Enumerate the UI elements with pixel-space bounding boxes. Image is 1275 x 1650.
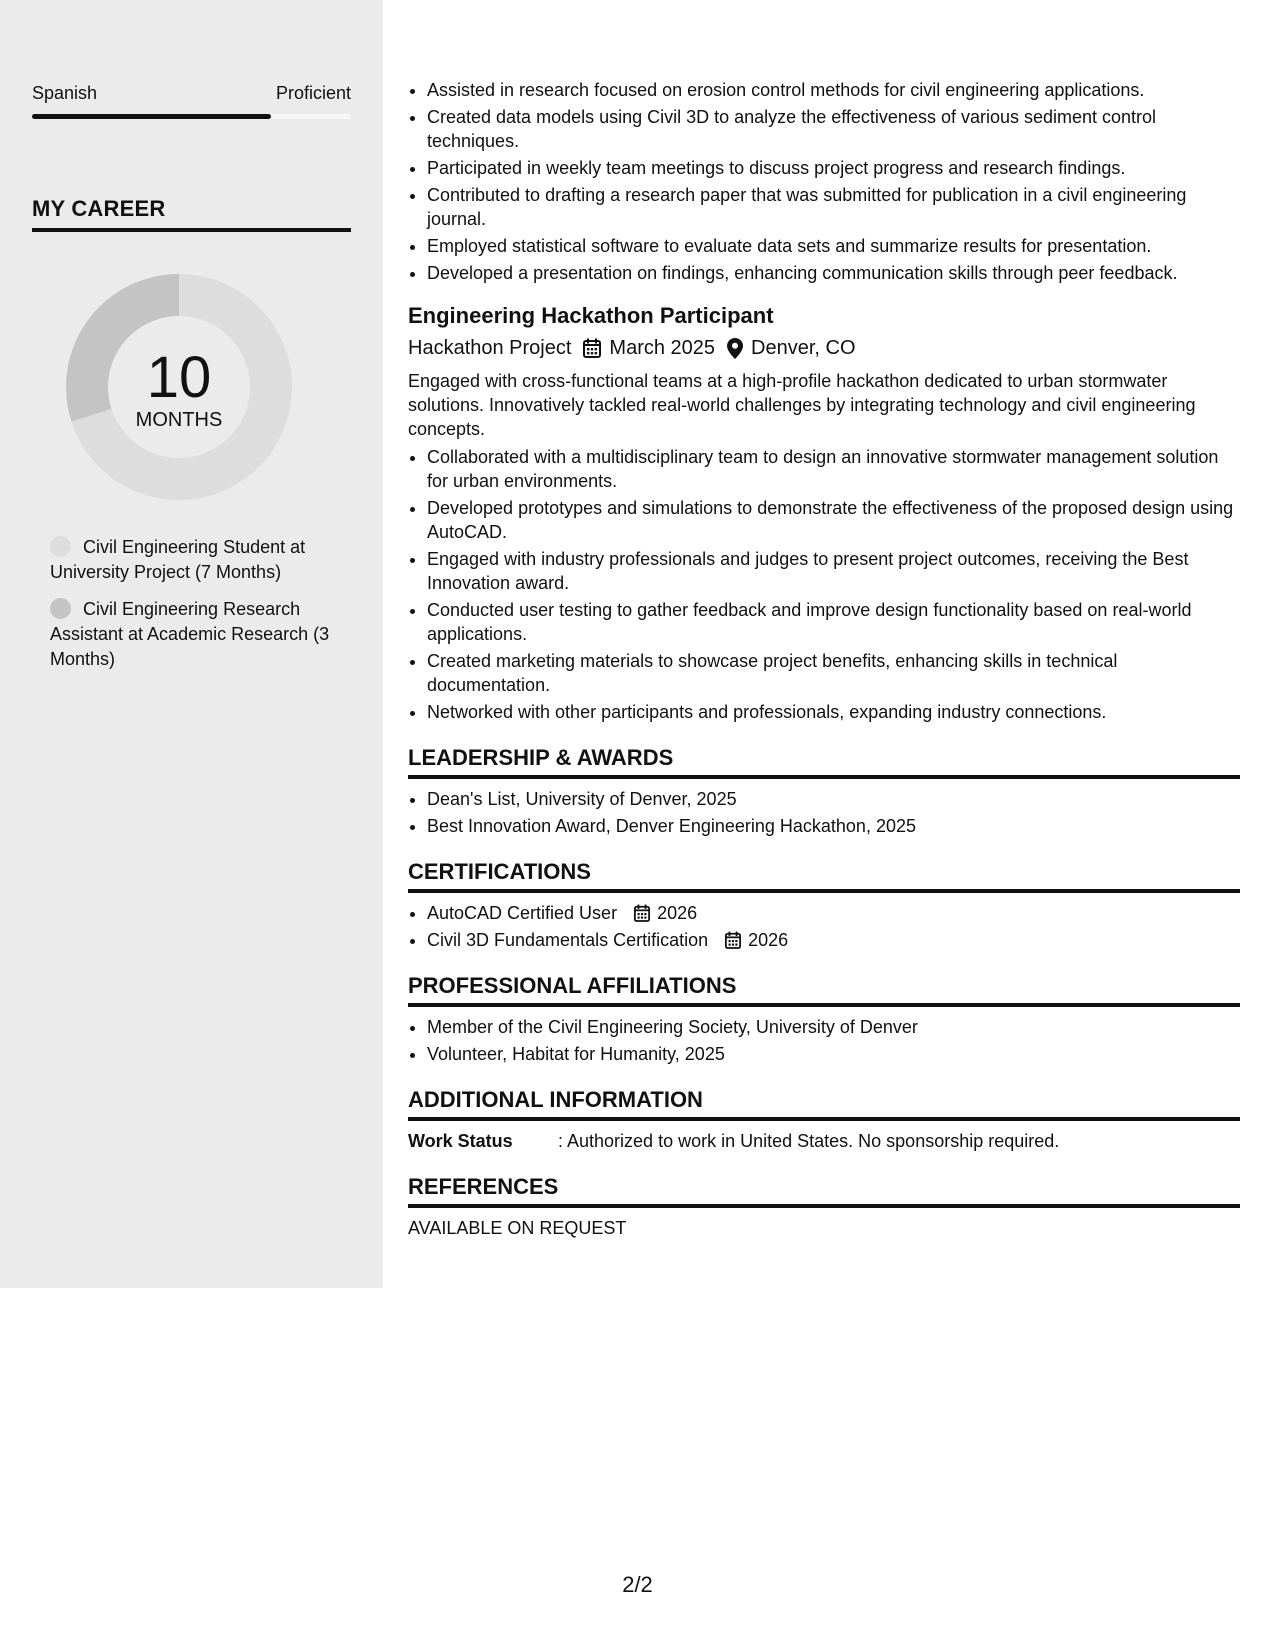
work-status-label: Work Status — [408, 1131, 513, 1151]
language-proficiency-bar — [32, 114, 351, 119]
career-legend-label: Civil Engineering Student at University Project (7 Months) — [50, 537, 306, 582]
list-item: • Volunteer, Habitat for Humanity, 2025 — [427, 1042, 1240, 1066]
language-proficiency-fill — [32, 114, 271, 119]
affiliations-list — [408, 1015, 1240, 1066]
job-location: Denver, CO — [751, 337, 856, 359]
list-item: • Developed prototypes and simulations to demonstrate the effectiveness of the proposed design using AutoCAD. — [427, 496, 1240, 544]
research-bullets — [408, 78, 1240, 285]
list-item: • Conducted user testing to gather feedback and improve design functionality based on real-world applications. — [427, 598, 1240, 646]
language-level: Proficient — [275, 83, 351, 103]
certifications-heading: CERTIFICATIONS — [408, 858, 1240, 893]
certification-year: 2026 — [657, 903, 698, 923]
list-item: • Engaged with industry professionals and judges to present project outcomes, receiving the Best Innovation award. — [427, 547, 1240, 595]
list-item: • Employed statistical software to evaluate data sets and summarize results for presentation. — [427, 234, 1240, 258]
certification-name: AutoCAD Certified User — [427, 903, 618, 923]
calendar-icon — [583, 338, 601, 358]
sidebar — [0, 0, 383, 1288]
list-item: • Participated in weekly team meetings to discuss project progress and research findings. — [427, 156, 1240, 180]
work-status-value: : Authorized to work in United States. No sponsorship required. — [558, 1131, 1060, 1151]
list-item: • Created marketing materials to showcase project benefits, enhancing skills in technical documentation. — [427, 649, 1240, 697]
certification-item — [427, 901, 1240, 925]
work-status-row — [408, 1129, 1240, 1153]
career-total-unit: MONTHS — [135, 409, 223, 431]
career-total-value: 10 — [146, 345, 212, 410]
list-item: • Created data models using Civil 3D to analyze the effectiveness of various sediment control techniques. — [427, 105, 1240, 153]
legend-dot-icon — [50, 536, 71, 557]
list-item: • Networked with other participants and professionals, expanding industry connections. — [427, 700, 1240, 724]
list-item: • Developed a presentation on findings, enhancing communication skills through peer feedback. — [427, 261, 1240, 285]
job-company: Hackathon Project — [408, 337, 572, 359]
references-heading: REFERENCES — [408, 1173, 1240, 1208]
career-legend-label: Civil Engineering Research Assistant at Academic Research (3 Months) — [50, 599, 330, 669]
list-item: • Best Innovation Award, Denver Engineering Hackathon, 2025 — [427, 814, 1240, 838]
career-legend-item — [50, 597, 350, 672]
job-meta — [408, 334, 1240, 362]
job-date: March 2025 — [609, 337, 716, 359]
main-content — [408, 78, 1240, 1240]
job-description: Engaged with cross-functional teams at a high-profile hackathon dedicated to urban stormwater solutions. Innovatively tackled real-world challenges by integrating technology and civil engineering concepts. — [408, 371, 1196, 439]
career-legend — [50, 535, 350, 684]
list-item: • Member of the Civil Engineering Society, University of Denver — [427, 1015, 1240, 1039]
affiliations-heading: PROFESSIONAL AFFILIATIONS — [408, 972, 1240, 1007]
additional-info-heading: ADDITIONAL INFORMATION — [408, 1086, 1240, 1121]
calendar-icon — [634, 904, 650, 922]
list-item: • Assisted in research focused on erosion control methods for civil engineering applications. — [427, 78, 1240, 102]
certifications-list — [408, 901, 1240, 952]
location-pin-icon — [727, 338, 743, 359]
legend-dot-icon — [50, 598, 71, 619]
hackathon-bullets — [408, 445, 1240, 724]
certification-name: Civil 3D Fundamentals Certification — [427, 930, 709, 950]
language-row — [32, 82, 351, 104]
list-item: • Contributed to drafting a research paper that was submitted for publication in a civil engineering journal. — [427, 183, 1240, 231]
leadership-list — [408, 787, 1240, 838]
language-name: Spanish — [32, 83, 98, 103]
job-title: Engineering Hackathon Participant — [408, 303, 774, 328]
list-item: • Dean's List, University of Denver, 2025 — [427, 787, 1240, 811]
calendar-icon — [725, 931, 741, 949]
page-number: 2/2 — [622, 1572, 653, 1597]
certification-item — [427, 928, 1240, 952]
list-item: • Collaborated with a multidisciplinary team to design an innovative stormwater management solution for urban environments. — [427, 445, 1240, 493]
career-heading: MY CAREER — [32, 196, 351, 232]
references-text: AVAILABLE ON REQUEST — [408, 1218, 627, 1238]
career-legend-item — [50, 535, 350, 585]
certification-year: 2026 — [748, 930, 789, 950]
leadership-heading: LEADERSHIP & AWARDS — [408, 744, 1240, 779]
